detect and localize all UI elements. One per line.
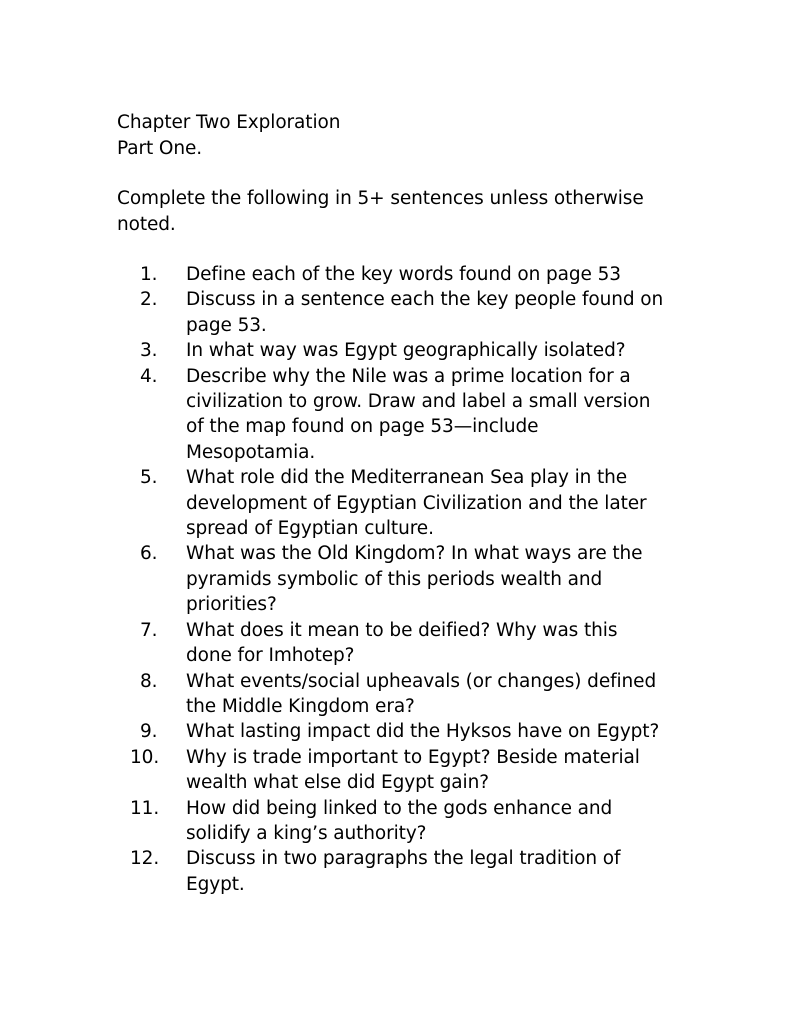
question-number: 2. — [140, 289, 158, 311]
question-text: Why is trade important to Egypt? Beside material wealth what else did Egypt gain? — [186, 746, 640, 794]
question-number: 4. — [140, 365, 158, 387]
question-text: What role did the Mediterranean Sea play in the development of Egyptian Civilization and the later spread of Egyptian culture. — [186, 467, 647, 540]
question-item — [140, 364, 680, 466]
question-number: 3. — [140, 340, 158, 362]
question-item — [140, 618, 680, 669]
question-number: 1. — [140, 264, 158, 285]
question-text: Discuss in two paragraphs the legal tradition of Egypt. — [186, 848, 621, 895]
question-item — [130, 846, 680, 897]
question-text: Describe why the Nile was a prime location for a civilization to grow. Draw and label a small version of the map found on page 53—include Mesopotamia. — [186, 365, 651, 463]
document-title: Chapter Two Exploration — [117, 112, 341, 133]
question-text: In what way was Egypt geographically isolated? — [186, 340, 626, 362]
question-item — [140, 719, 680, 744]
question-number: 5. — [140, 467, 158, 489]
question-number: 9. — [140, 721, 158, 743]
question-number: 11. — [130, 797, 160, 819]
question-text: What lasting impact did the Hyksos have on Egypt? — [186, 721, 660, 743]
question-number: 6. — [140, 543, 158, 565]
question-item — [130, 796, 680, 847]
question-number: 10. — [130, 746, 160, 768]
question-item — [130, 745, 680, 796]
question-item — [140, 669, 680, 720]
document-subtitle: Part One. — [117, 138, 203, 159]
question-list — [130, 262, 680, 897]
question-item — [140, 287, 680, 338]
question-number: 12. — [130, 848, 160, 870]
question-text: Discuss in a sentence each the key people found on page 53. — [186, 289, 664, 336]
instructions-paragraph: Complete the following in 5+ sentences unless otherwise noted. — [117, 188, 644, 235]
question-text: What was the Old Kingdom? In what ways are the pyramids symbolic of this periods wealth and priorities? — [186, 543, 643, 616]
question-text: What does it mean to be deified? Why was this done for Imhotep? — [186, 619, 618, 667]
question-item — [140, 262, 680, 287]
question-text: Define each of the key words found on page 53 — [186, 264, 621, 285]
question-item — [140, 465, 680, 541]
question-text: What events/social upheavals (or changes) defined the Middle Kingdom era? — [186, 670, 657, 717]
question-number: 8. — [140, 670, 158, 692]
question-number: 7. — [140, 619, 158, 641]
question-item — [140, 541, 680, 617]
question-text: How did being linked to the gods enhance and solidify a king’s authority? — [186, 797, 613, 844]
question-item — [140, 338, 680, 363]
